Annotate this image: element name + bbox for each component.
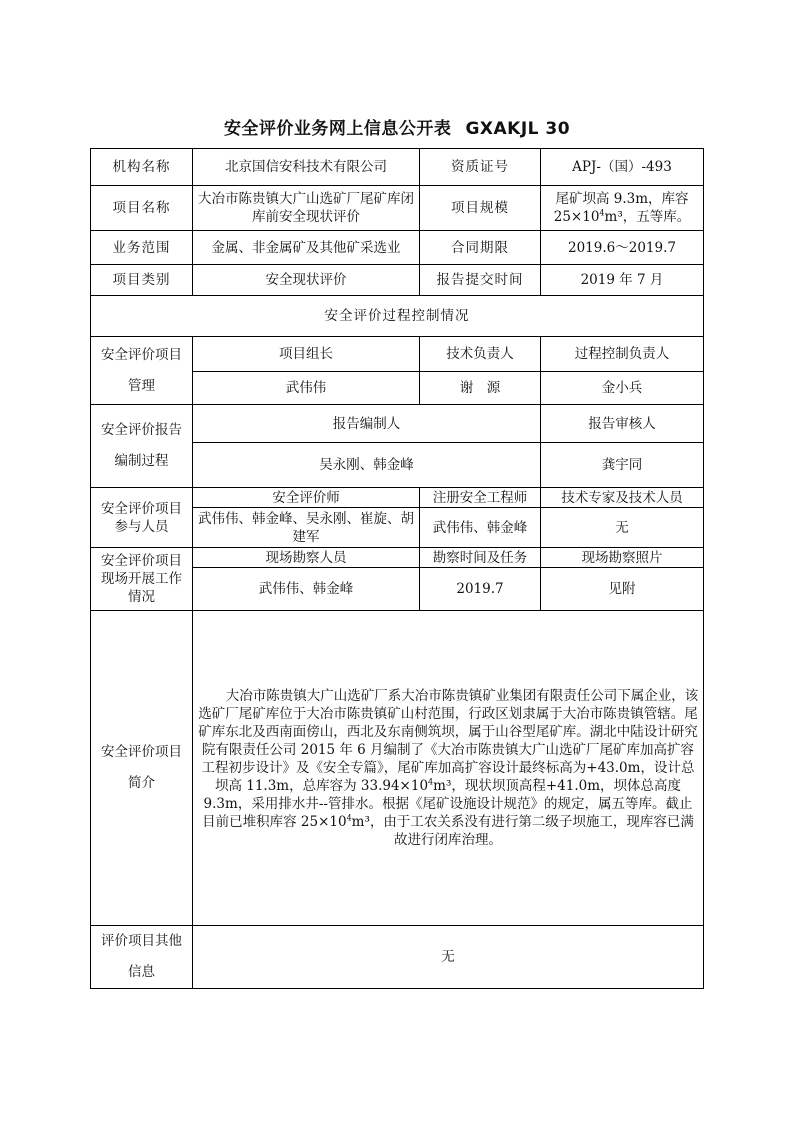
intro-part-3: m³，由于工农关系没有进行第二级子坝施工，现库容已满故进行闭库治理。 (351, 814, 694, 848)
tech-value: 谢 源 (420, 372, 541, 405)
scale-exponent: 4 (599, 208, 605, 218)
scale-text-a: 尾矿坝高 9.3m，库容 25×10 (553, 191, 689, 225)
writer-label: 报告编制人 (193, 405, 541, 443)
document-title (0, 114, 794, 139)
reviewer-value: 龚宇同 (541, 443, 704, 488)
row-project (91, 186, 704, 231)
submit-value: 2019 年 7 月 (541, 265, 704, 296)
intro-label: 安全评价项目简介 (91, 611, 193, 926)
org-label: 机构名称 (91, 149, 193, 186)
row-scope (91, 231, 704, 265)
scale-label: 项目规模 (420, 186, 541, 231)
document-code: GXAKJL 30 (465, 119, 571, 139)
evaluator-label: 安全评价师 (193, 488, 420, 508)
expert-value: 无 (541, 508, 704, 548)
row-mgmt-1 (91, 337, 704, 372)
intro-exponent-1: 4 (428, 777, 434, 787)
expert-label: 技术专家及技术人员 (541, 488, 704, 508)
row-intro (91, 611, 704, 926)
scope-label: 业务范围 (91, 231, 193, 265)
row-report-1 (91, 405, 704, 443)
photo-label: 现场勘察照片 (541, 548, 704, 568)
qual-value: APJ-（国）-493 (541, 149, 704, 186)
submit-label: 报告提交时间 (420, 265, 541, 296)
row-process-header (91, 296, 704, 337)
leader-value: 武伟伟 (193, 372, 420, 405)
mgmt-label: 安全评价项目管理 (91, 337, 193, 405)
intro-text (193, 611, 704, 926)
reviewer-label: 报告审核人 (541, 405, 704, 443)
photo-value: 见附 (541, 568, 704, 611)
evaluator-value: 武伟伟、韩金峰、吴永刚、崔旋、胡建军 (193, 508, 420, 548)
intro-part-2: m³，现状坝顶高程+41.0m，坝体总高度 9.3m，采用排水井--管排水。根据《尾矿设施设计规范》的规定，属五等库。截止目前已堆积库容 25×10 (202, 778, 693, 830)
other-label: 评价项目其他信息 (91, 926, 193, 989)
other-value: 无 (193, 926, 704, 989)
row-site-1 (91, 548, 704, 568)
intro-part-1: 大冶市陈贵镇大广山选矿厂系大冶市陈贵镇矿业集团有限责任公司下属企业，该选矿厂尾矿库位于大冶市陈贵镇矿山村范围，行政区划隶属于大冶市陈贵镇管辖。尾矿库东北及西南面傍山，西北及东南侧筑坝，属于山谷型尾矿库。湖北中陆设计研究院有限责任公司 2015 年 6 月编制了《大冶市陈贵镇大广山选矿厂尾矿库加高扩容工程初步设计》及《安全专篇》，尾矿库加高扩容设计最终标高为+43.0m，设计总坝高 11.3m，总库容为 33.94×10 (198, 688, 699, 794)
tech-label: 技术负责人 (420, 337, 541, 372)
qual-label: 资质证号 (420, 149, 541, 186)
scope-value: 金属、非金属矿及其他矿采选业 (193, 231, 420, 265)
report-label: 安全评价报告编制过程 (91, 405, 193, 488)
scale-text-b: m³，五等库。 (604, 209, 691, 225)
process-header: 安全评价过程控制情况 (91, 296, 704, 337)
project-value: 大冶市陈贵镇大广山选矿厂尾矿库闭库前安全现状评价 (193, 186, 420, 231)
staff-label: 安全评价项目参与人员 (91, 488, 193, 548)
leader-label: 项目组长 (193, 337, 420, 372)
engineer-label: 注册安全工程师 (420, 488, 541, 508)
contract-label: 合同期限 (420, 231, 541, 265)
site-label: 安全评价项目现场开展工作情况 (91, 548, 193, 611)
title-text: 安全评价业务网上信息公开表 (223, 119, 452, 139)
project-label: 项目名称 (91, 186, 193, 231)
row-type (91, 265, 704, 296)
type-value: 安全现状评价 (193, 265, 420, 296)
org-value: 北京国信安科技术有限公司 (193, 149, 420, 186)
intro-exponent-2: 4 (346, 813, 352, 823)
writer-value: 吴永刚、韩金峰 (193, 443, 541, 488)
ctrl-value: 金小兵 (541, 372, 704, 405)
ctrl-label: 过程控制负责人 (541, 337, 704, 372)
scale-value (541, 186, 704, 231)
survey-time-label: 勘察时间及任务 (420, 548, 541, 568)
row-other (91, 926, 704, 989)
engineer-value: 武伟伟、韩金峰 (420, 508, 541, 548)
survey-time-value: 2019.7 (420, 568, 541, 611)
row-staff-1 (91, 488, 704, 508)
contract-value: 2019.6～2019.7 (541, 231, 704, 265)
surveyor-label: 现场勘察人员 (193, 548, 420, 568)
row-org (91, 149, 704, 186)
surveyor-value: 武伟伟、韩金峰 (193, 568, 420, 611)
type-label: 项目类别 (91, 265, 193, 296)
disclosure-table (90, 148, 704, 989)
